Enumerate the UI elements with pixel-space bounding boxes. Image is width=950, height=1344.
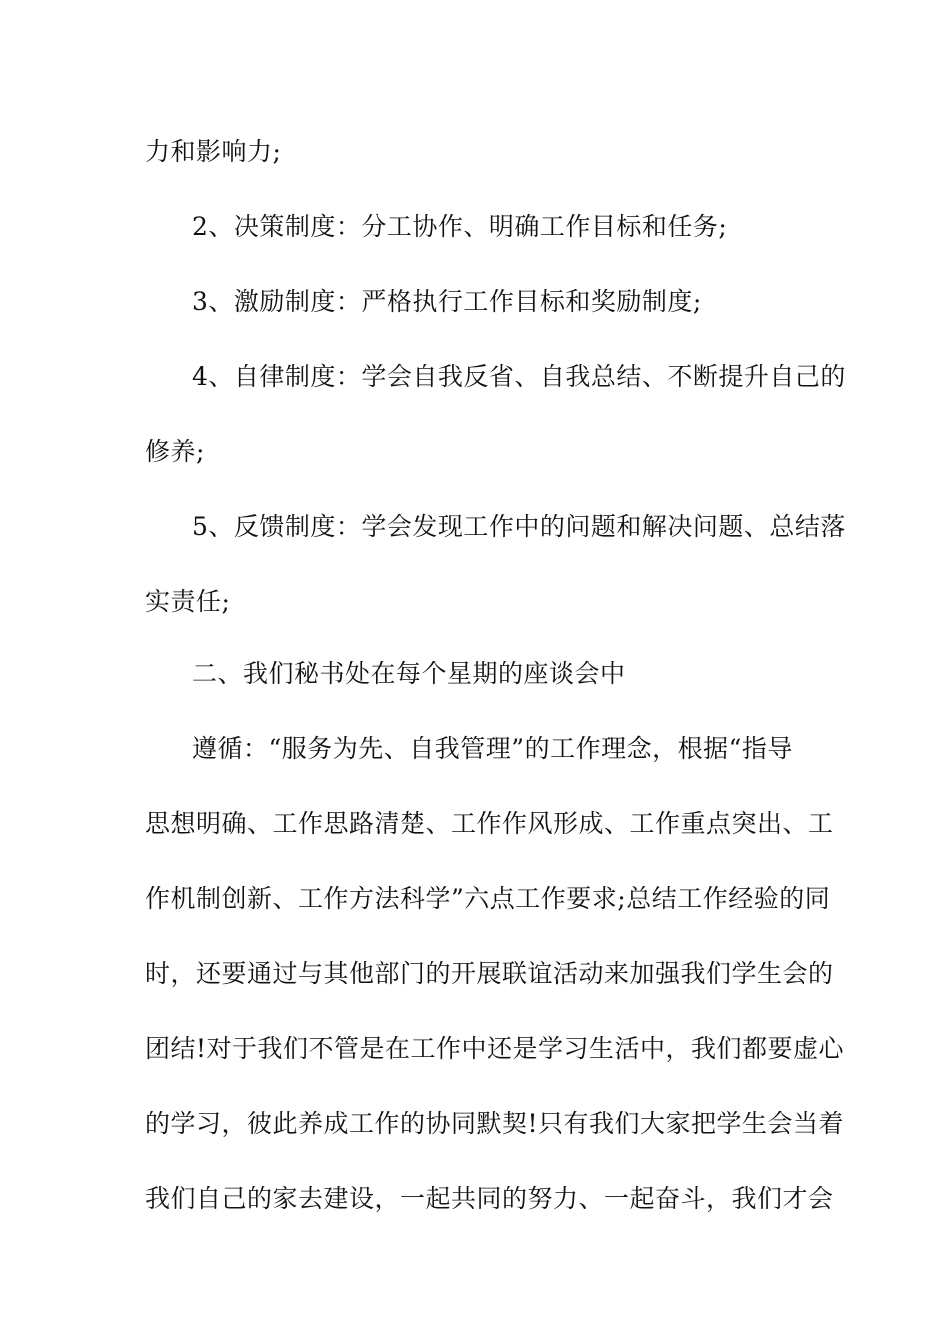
text-line: 我们自己的家去建设，一起共同的努力、一起奋斗，我们才会 <box>145 1184 834 1213</box>
text-line: 实责任; <box>145 587 231 616</box>
text-line: 修养; <box>145 437 205 466</box>
text-line: 思想明确、工作思路清楚、工作作风形成、工作重点突出、工 <box>145 809 834 838</box>
section-heading: 二、我们秘书处在每个星期的座谈会中 <box>192 659 626 688</box>
text-line: 2、决策制度：分工协作、明确工作目标和任务; <box>192 212 728 241</box>
text-line: 的学习，彼此养成工作的协同默契!只有我们大家把学生会当着 <box>145 1109 845 1138</box>
text-line: 遵循：“服务为先、自我管理”的工作理念，根据“指导 <box>192 734 793 763</box>
text-line: 5、反馈制度：学会发现工作中的问题和解决问题、总结落 <box>192 512 846 541</box>
text-line: 3、激励制度：严格执行工作目标和奖励制度; <box>192 287 702 316</box>
text-line: 作机制创新、工作方法科学”六点工作要求;总结工作经验的同 <box>145 884 831 913</box>
text-line: 4、自律制度：学会自我反省、自我总结、不断提升自己的 <box>192 362 846 391</box>
text-line: 力和影响力; <box>145 137 282 166</box>
text-line: 时，还要通过与其他部门的开展联谊活动来加强我们学生会的 <box>145 959 834 988</box>
text-line: 团结!对于我们不管是在工作中还是学习生活中，我们都要虚心 <box>145 1034 845 1063</box>
